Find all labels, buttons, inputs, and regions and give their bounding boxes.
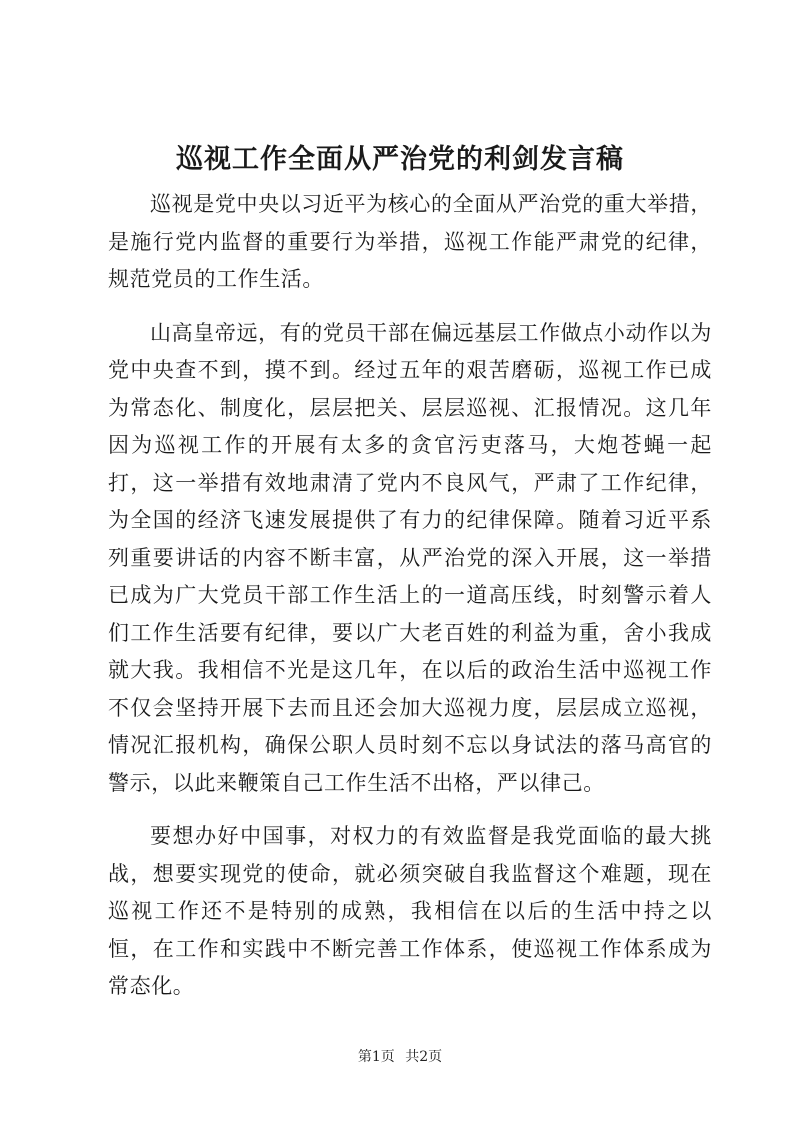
document-title: 巡视工作全面从严治党的利剑发言稿: [176, 144, 624, 175]
paragraph: 巡视是党中央以习近平为核心的全面从严治党的重大举措，是施行党内监督的重要行为举措，巡视工作能严肃党的纪律，规范党员的工作生活。: [108, 192, 712, 291]
paragraph: 山高皇帝远，有的党员干部在偏远基层工作做点小动作以为党中央查不到，摸不到。经过五年的艰苦磨砺，巡视工作已成为常态化、制度化，层层把关、层层巡视、汇报情况。这几年因为巡视工作的开展有太多的贪官污吏落马，大炮苍蝇一起打，这一举措有效地肃清了党内不良风气，严肃了工作纪律，为全国的经济飞速发展提供了有力的纪律保障。随着习近平系列重要讲话的内容不断丰富，从严治党的深入开展，这一举措已成为广大党员干部工作生活上的一道高压线，时刻警示着人们工作生活要有纪律，要以广大老百姓的利益为重，舍小我成就大我。我相信不光是这几年，在以后的政治生活中巡视工作不仅会坚持开展下去而且还会加大巡视力度，层层成立巡视，情况汇报机构，确保公职人员时刻不忘以身试法的落马高官的警示，以此来鞭策自己工作生活不出格，严以律己。: [108, 320, 712, 795]
document-body: [108, 186, 712, 1022]
paragraph: 要想办好中国事，对权力的有效监督是我党面临的最大挑战，想要实现党的使命，就必须突破自我监督这个难题，现在巡视工作还不是特别的成熟，我相信在以后的生活中持之以恒，在工作和实践中不断完善工作体系，使巡视工作体系成为常态化。: [108, 824, 712, 998]
page-total: 共2页: [405, 1049, 443, 1065]
page-footer: [0, 1047, 800, 1067]
page-number: 第1页: [357, 1049, 395, 1065]
